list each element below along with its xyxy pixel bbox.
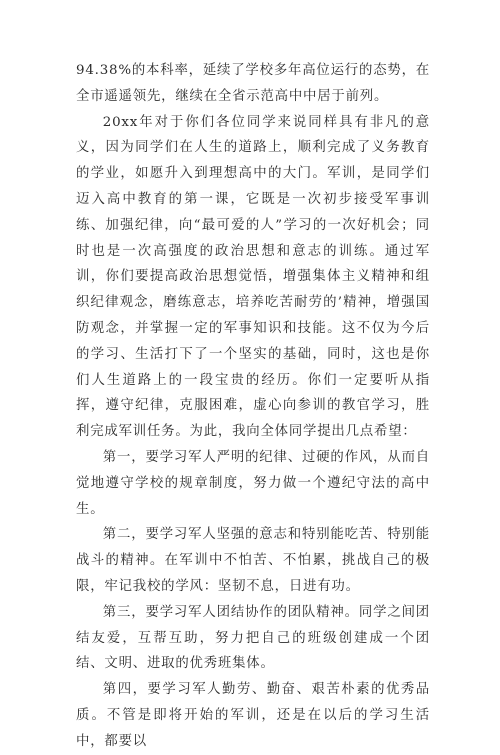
paragraph-2: 20xx年对于你们各位同学来说同样具有非凡的意义，因为同学们在人生的道路上，顺利完成了义务教育的学业，如愿升入到理想高中的大门。军训，是同学们迈入高中教育的第一课，它既是一次初步接受军事训练、加强纪律，向“最可爱的人”学习的一次好机会；同时也是一次高强度的政治思想和意志的训练。通过军训，你们要提高政治思想觉悟，增强集体主义精神和组织纪律观念，磨练意志，培养吃苦耐劳的’精神，增强国防观念，并掌握一定的军事知识和技能。这不仅为今后的学习、生活打下了一个坚实的基础，同时，这也是你们人生道路上的一段宝贵的经历。你们一定要听从指挥，遵守纪律，克服困难，虚心向参训的教官学习，胜利完成军训任务。为此，我向全体同学提出几点希望： (76, 114, 430, 440)
paragraph-5: 第三，要学习军人团结协作的团队精神。同学之间团结友爱，互帮互助，努力把自己的班级创建成一个团结、文明、进取的优秀班集体。 (76, 604, 430, 672)
paragraph-4: 第二，要学习军人坚强的意志和特别能吃苦、特别能战斗的精神。在军训中不怕苦、不怕累，挑战自己的极限，牢记我校的学风：坚韧不息，日进有功。 (76, 527, 430, 594)
paragraph-1: 94.38%的本科率，延续了学校多年高位运行的态势，在全市遥遥领先，继续在全省示范高中中居于前列。 (76, 63, 430, 104)
document-body (76, 58, 430, 755)
paragraph-6: 第四，要学习军人勤劳、勤奋、艰苦朴素的优秀品质。不管是即将开始的军训，还是在以后的学习生活中，都要以 (76, 682, 430, 749)
paragraph-3: 第一，要学习军人严明的纪律、过硬的作风，从而自觉地遵守学校的规章制度，努力做一个遵纪守法的高中生。 (76, 449, 430, 517)
